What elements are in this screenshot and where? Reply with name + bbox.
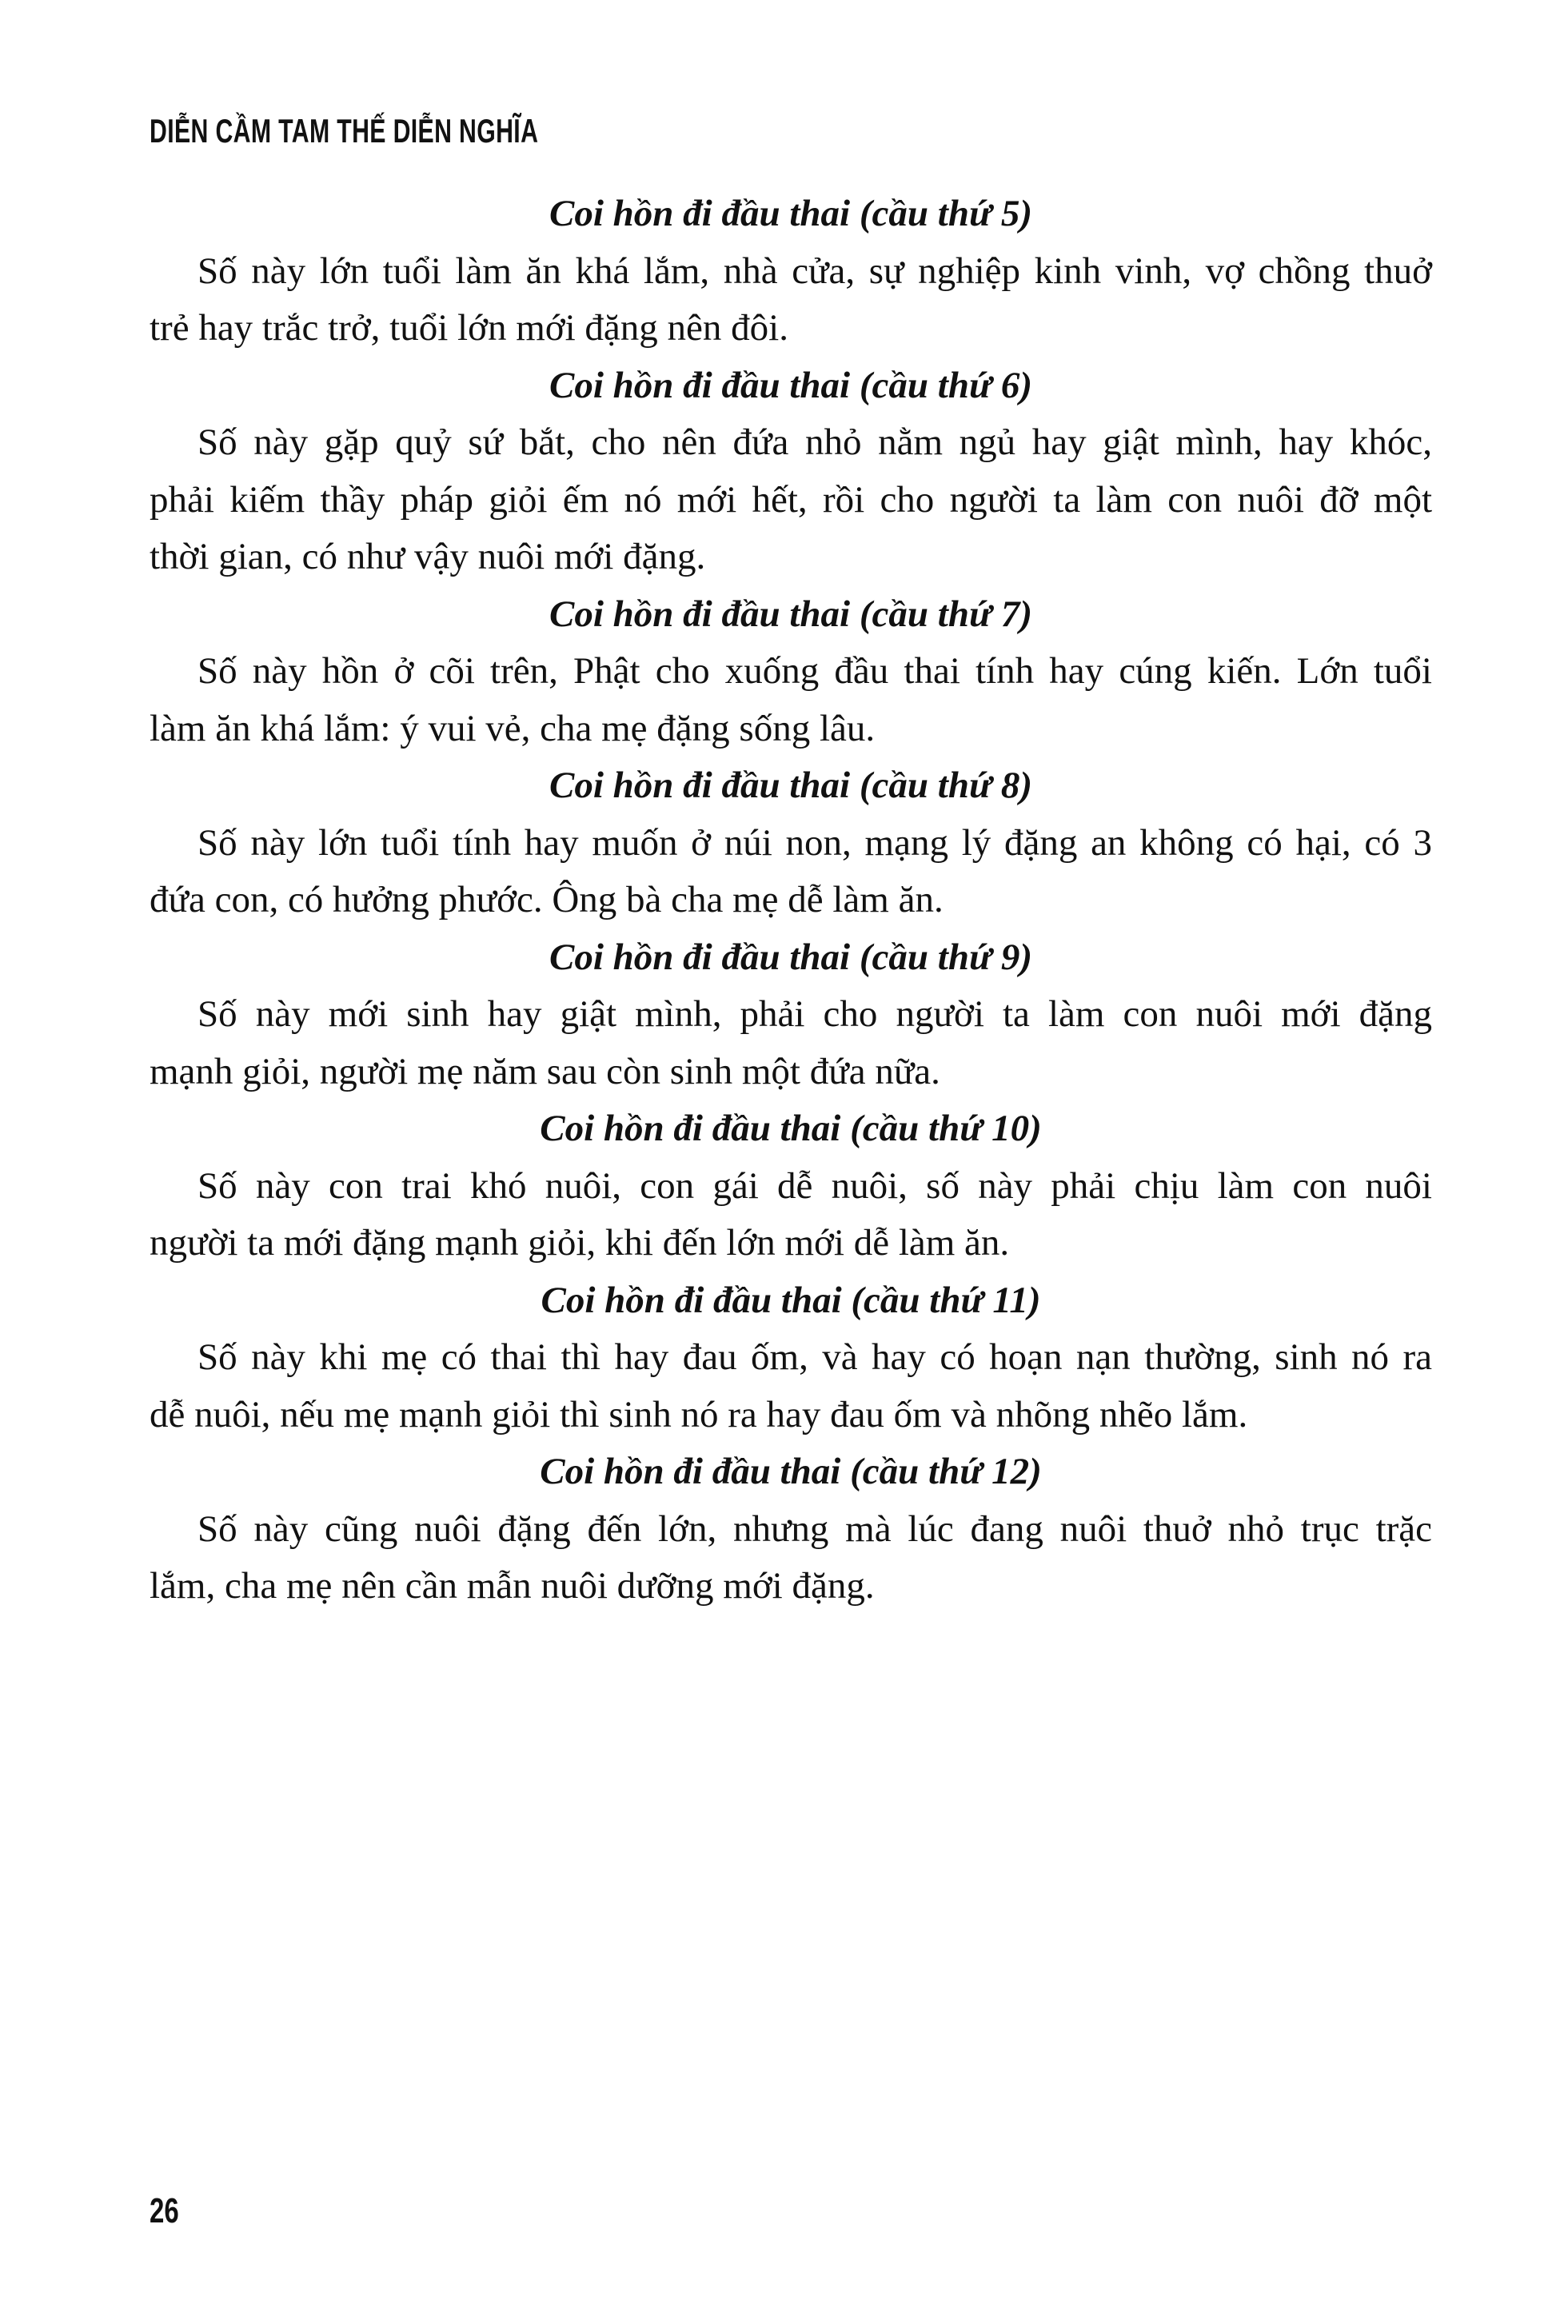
paragraph-line: Số này con trai khó nuôi, con gái dễ nuôi, số này phải chịu làm con nuôi <box>197 1164 1432 1207</box>
paragraph-line: Số này lớn tuổi làm ăn khá lắm, nhà cửa, sự nghiệp kinh vinh, vợ chồng thuở <box>197 250 1432 292</box>
section-heading: Coi hồn đi đầu thai (cầu thứ 8) <box>549 765 1033 806</box>
section-heading: Coi hồn đi đầu thai (cầu thứ 6) <box>549 364 1033 406</box>
section <box>150 757 1432 929</box>
section <box>150 1100 1432 1272</box>
section-heading: Coi hồn đi đầu thai (cầu thứ 12) <box>540 1451 1042 1492</box>
section-heading: Coi hồn đi đầu thai (cầu thứ 9) <box>549 936 1033 978</box>
section <box>150 1272 1432 1444</box>
section <box>150 186 1432 357</box>
page-body <box>150 186 1432 1615</box>
section-heading: Coi hồn đi đầu thai (cầu thứ 5) <box>549 193 1033 234</box>
section-heading: Coi hồn đi đầu thai (cầu thứ 11) <box>541 1279 1041 1321</box>
paragraph-line: trẻ hay trắc trở, tuổi lớn mới đặng nên đôi. <box>150 307 788 349</box>
paragraph-line: Số này cũng nuôi đặng đến lớn, nhưng mà lúc đang nuôi thuở nhỏ trục trặc <box>197 1507 1432 1550</box>
paragraph-line: làm ăn khá lắm: ý vui vẻ, cha mẹ đặng sống lâu. <box>150 707 876 749</box>
paragraph-line: mạnh giỏi, người mẹ năm sau còn sinh một đứa nữa. <box>150 1050 940 1092</box>
paragraph-line: Số này lớn tuổi tính hay muốn ở núi non, mạng lý đặng an không có hại, có 3 <box>197 821 1432 864</box>
section <box>150 1444 1432 1615</box>
section-heading: Coi hồn đi đầu thai (cầu thứ 7) <box>549 593 1033 635</box>
page-number: 26 <box>150 2191 179 2230</box>
paragraph-line: Số này gặp quỷ sứ bắt, cho nên đứa nhỏ nằm ngủ hay giật mình, hay khóc, <box>197 421 1432 463</box>
paragraph-line: Số này khi mẹ có thai thì hay đau ốm, và hay có hoạn nạn thường, sinh nó ra <box>197 1336 1432 1378</box>
paragraph-line: Số này hồn ở cõi trên, Phật cho xuống đầu thai tính hay cúng kiến. Lớn tuổi <box>197 650 1432 692</box>
paragraph-line: dễ nuôi, nếu mẹ mạnh giỏi thì sinh nó ra hay đau ốm và nhõng nhẽo lắm. <box>150 1393 1248 1436</box>
paragraph-line: phải kiếm thầy pháp giỏi ếm nó mới hết, rồi cho người ta làm con nuôi đỡ một <box>150 478 1432 521</box>
section <box>150 929 1432 1101</box>
paragraph-line: đứa con, có hưởng phước. Ông bà cha mẹ dễ làm ăn. <box>150 879 944 920</box>
section-heading: Coi hồn đi đầu thai (cầu thứ 10) <box>540 1108 1042 1149</box>
paragraph-line: Số này mới sinh hay giật mình, phải cho người ta làm con nuôi mới đặng <box>197 993 1432 1035</box>
paragraph-line: lắm, cha mẹ nên cần mẫn nuôi dưỡng mới đặng. <box>150 1565 875 1607</box>
running-header: DIỄN CẦM TAM THẾ DIỄN NGHĨA <box>150 112 539 150</box>
paragraph-line: người ta mới đặng mạnh giỏi, khi đến lớn mới dễ làm ăn. <box>150 1222 1010 1264</box>
section <box>150 357 1432 586</box>
paragraph-line: thời gian, có như vậy nuôi mới đặng. <box>150 536 706 577</box>
section <box>150 586 1432 758</box>
